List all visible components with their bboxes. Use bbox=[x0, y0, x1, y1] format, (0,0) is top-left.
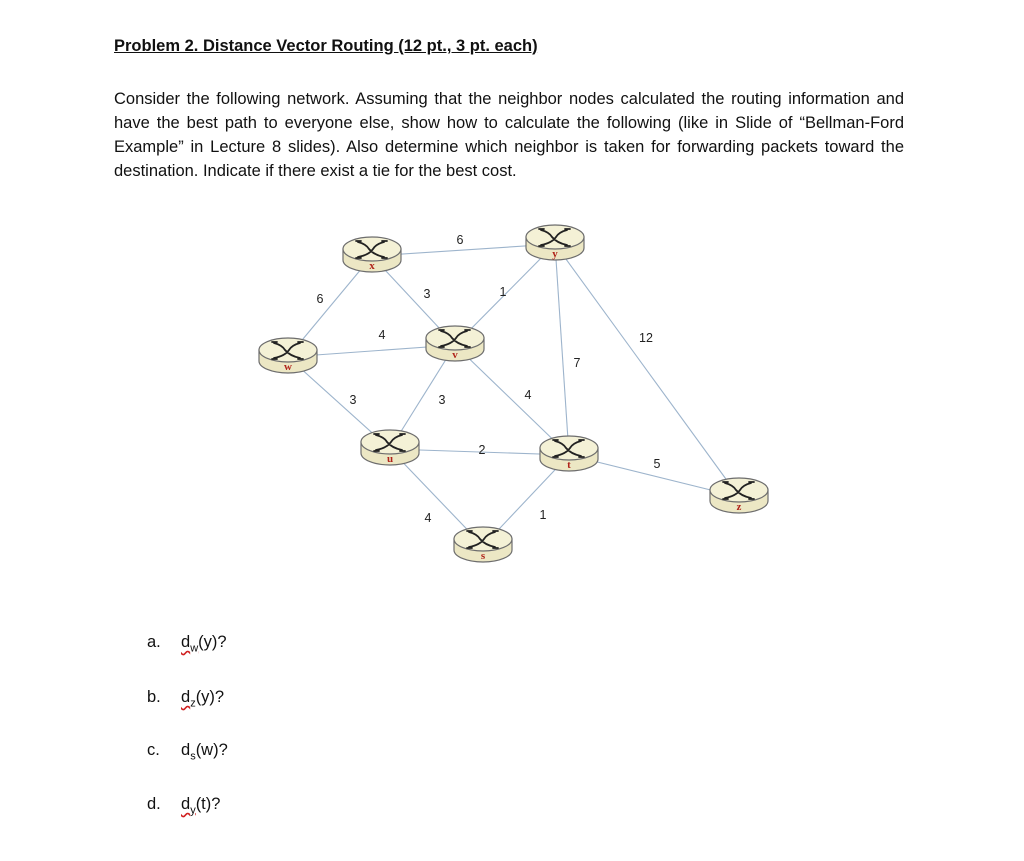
question-letter: d. bbox=[147, 795, 161, 813]
router-label: w bbox=[284, 361, 292, 373]
router-w bbox=[259, 338, 317, 373]
router-label: x bbox=[369, 260, 375, 272]
link-weight-w-u: 3 bbox=[349, 393, 357, 407]
link-weight-y-t: 7 bbox=[573, 356, 581, 370]
router-label: z bbox=[736, 501, 742, 513]
router-label: s bbox=[480, 550, 486, 562]
question-c: c. $d_s(w)$? bbox=[147, 741, 228, 763]
question-letter: c. bbox=[147, 741, 160, 759]
link-weight-v-t: 4 bbox=[524, 388, 532, 402]
link-weight-t-s: 1 bbox=[539, 508, 547, 522]
question-letter: b. bbox=[147, 688, 161, 706]
question-a: a. $d_w(y)$? bbox=[147, 633, 227, 655]
question-d: d. $d_y(t)$? bbox=[147, 795, 221, 817]
router-x bbox=[343, 237, 401, 272]
question-letter: a. bbox=[147, 633, 161, 651]
link-weight-t-z: 5 bbox=[653, 457, 661, 471]
distance-term: $d_s$ bbox=[181, 741, 196, 763]
link-weight-x-y: 6 bbox=[456, 233, 464, 247]
router-z bbox=[710, 478, 768, 513]
router-t bbox=[540, 436, 598, 471]
router-v bbox=[426, 326, 484, 361]
link-weight-u-t: 2 bbox=[478, 443, 486, 457]
router-u bbox=[361, 430, 419, 465]
edge-weights-layer bbox=[317, 233, 661, 525]
routers-layer bbox=[259, 225, 768, 562]
link-weight-y-v: 1 bbox=[499, 285, 507, 299]
question-b: b. $d_z(y)$? bbox=[147, 688, 225, 710]
link-weight-v-u: 3 bbox=[438, 393, 446, 407]
router-label: t bbox=[567, 459, 571, 471]
router-s bbox=[454, 527, 512, 562]
link-y-t bbox=[555, 244, 569, 455]
distance-term: $d_y$ bbox=[181, 795, 196, 817]
link-weight-y-z: 12 bbox=[639, 331, 653, 345]
router-label: u bbox=[386, 453, 394, 465]
link-weight-x-w: 6 bbox=[316, 292, 324, 306]
problem-intro: Consider the following network. Assuming that the neighbor nodes calculated the routing information and have the best path to everyone else, show how to calculate the following (like in Slide of “Bellman-Ford Example” in Lecture 8 slides). Also determine which neighbor is taken for forwarding packets toward the destination. Indicate if there exist a tie for the best cost. bbox=[114, 90, 904, 180]
problem-title: Problem 2. Distance Vector Routing (12 pt., 3 pt. each) bbox=[114, 37, 538, 55]
link-weight-x-v: 3 bbox=[423, 287, 431, 301]
router-y bbox=[526, 225, 584, 260]
router-label: v bbox=[452, 349, 458, 361]
router-label: y bbox=[552, 248, 558, 260]
link-weight-u-s: 4 bbox=[424, 511, 432, 525]
link-weight-w-v: 4 bbox=[378, 328, 386, 342]
distance-term: $d_z$ bbox=[181, 688, 196, 710]
distance-term: $d_w$ bbox=[181, 633, 199, 655]
